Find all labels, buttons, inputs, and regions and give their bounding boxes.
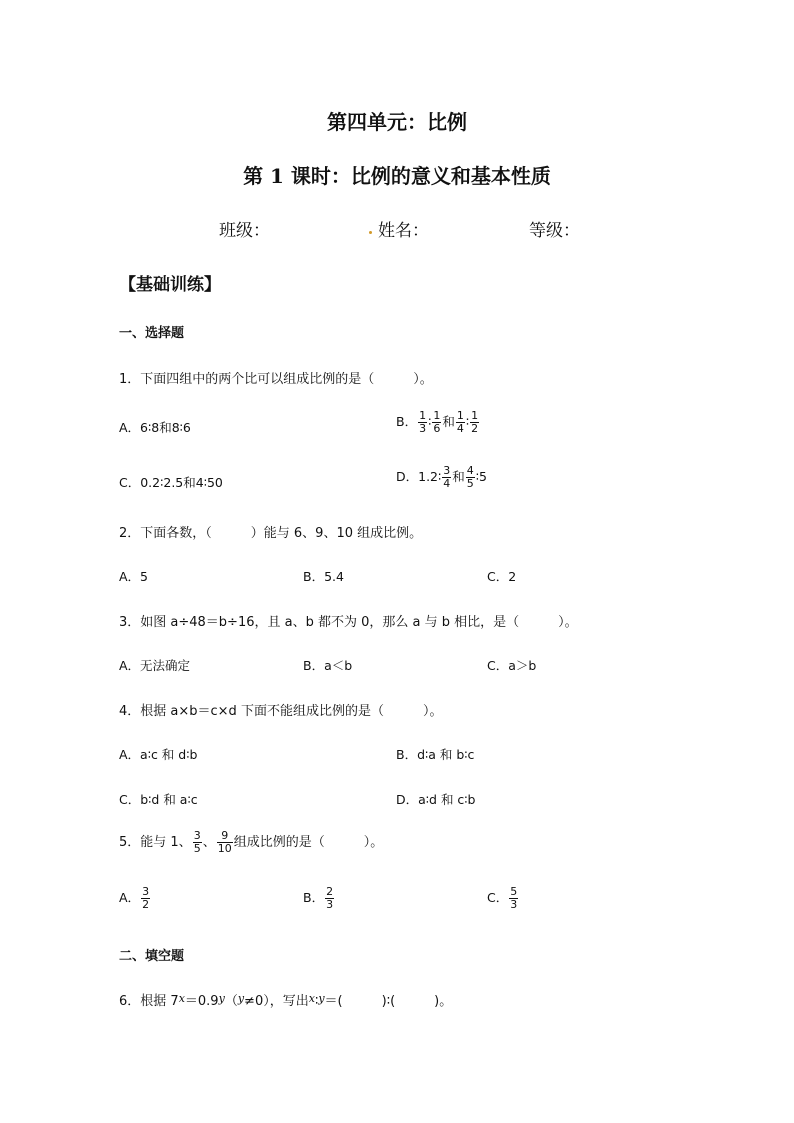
fraction: $\frac{5}{3}$: [510, 885, 518, 911]
grade-label: 等级：: [529, 221, 580, 241]
q1-option-c: C．0.2∶2.5和4∶50: [119, 475, 223, 490]
q5-option-c: C． $\frac{5}{3}$: [487, 885, 518, 911]
part2-heading: 二、填空题: [119, 949, 185, 964]
q4-option-c: C．b∶d 和 a∶c: [119, 792, 198, 807]
q1-option-b: B． $\frac{1}{3}$ ∶ $\frac{1}{6}$ 和 $\frac{1}{4}$ ∶ $\frac{1}{2}$: [396, 409, 479, 435]
fraction: $\frac{3}{5}$: [193, 829, 201, 855]
fraction: $\frac{3}{4}$: [443, 464, 451, 490]
section-heading: 【基础训练】: [119, 275, 221, 295]
fraction: $\frac{1}{4}$: [456, 409, 464, 435]
page-title: 第四单元：比例: [327, 110, 467, 134]
q2-option-c: C．2: [487, 569, 517, 584]
q2-option-a: A．5: [119, 569, 149, 584]
q5-option-a: A． $\frac{3}{2}$: [119, 885, 150, 911]
q6-stem: 6．根据 $7^x=0.9^y(^y\ne 0)$，写出$^x$∶$^y$＝( )∶( )。: [119, 992, 453, 1009]
fraction: $\frac{1}{3}$: [419, 409, 427, 435]
q3-option-a: A．无法确定: [119, 658, 191, 673]
fraction: $\frac{2}{3}$: [326, 885, 334, 911]
q3-option-c: C．a＞b: [487, 658, 537, 673]
fraction: $\frac{4}{5}$: [466, 464, 474, 490]
q1-stem: 1．下面四组中的两个比可以组成比例的是（ ）。: [119, 372, 433, 387]
q2-option-b: B．5.4: [303, 569, 344, 584]
class-label: 班级：: [219, 221, 270, 241]
q5-stem: 5．能与 1、 $\frac{3}{5}$ 、 $\frac{9}{10}$ 组成比例的是（ ）。: [119, 829, 384, 855]
q4-option-b: B．d∶a 和 b∶c: [396, 747, 475, 762]
q4-option-a: A．a∶c 和 d∶b: [119, 747, 198, 762]
q3-option-b: B．a＜b: [303, 658, 353, 673]
fraction: $\frac{1}{6}$: [433, 409, 441, 435]
fraction: $\frac{1}{2}$: [471, 409, 479, 435]
q3-stem: 3．如图 a÷48＝b÷16，且 a、b 都不为 0，那么 a 与 b 相比，是（ ）。: [119, 615, 578, 630]
q1-option-d: D．1.2∶ $\frac{3}{4}$ 和 $\frac{4}{5}$ ∶5: [396, 464, 487, 490]
q2-stem: 2．下面各数，（ ）能与 6、9、10 组成比例。: [119, 526, 423, 541]
q5-option-b: B． $\frac{2}{3}$: [303, 885, 334, 911]
name-label: 姓名：: [378, 221, 429, 241]
q4-stem: 4．根据 a×b＝c×d 下面不能组成比例的是（ ）。: [119, 704, 443, 719]
fraction: $\frac{3}{2}$: [142, 885, 150, 911]
dot-mark: [369, 231, 372, 234]
part1-heading: 一、选择题: [119, 326, 185, 341]
q1-option-a: A．6∶8和8∶6: [119, 420, 191, 435]
q4-option-d: D．a∶d 和 c∶b: [396, 792, 476, 807]
lesson-subtitle: 第 1 课时：比例的意义和基本性质: [243, 164, 551, 188]
fraction: $\frac{9}{10}$: [217, 829, 232, 855]
